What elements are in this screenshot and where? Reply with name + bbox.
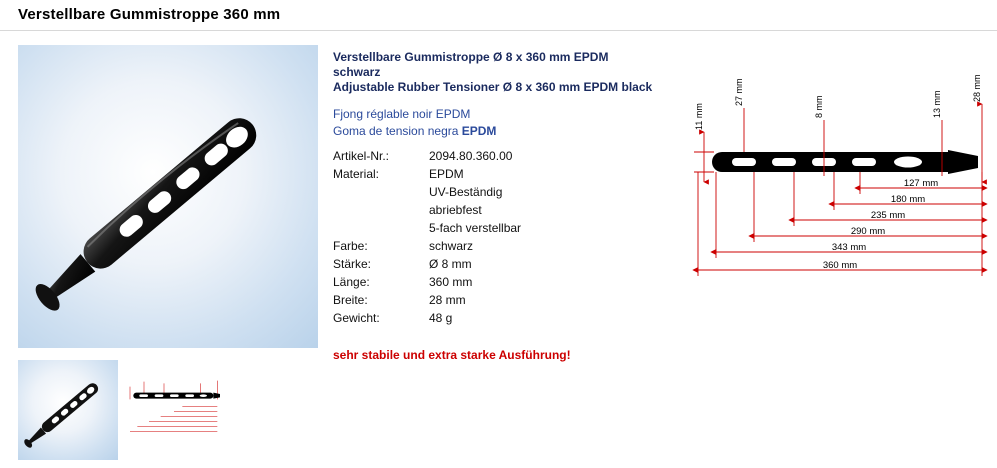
dim-235mm-label: 235 mm xyxy=(870,210,906,221)
spec-label: Material: xyxy=(333,167,380,181)
spec-value: EPDM xyxy=(429,167,464,181)
dim-180mm-label: 180 mm xyxy=(890,194,926,205)
product-thumbnail-drawing[interactable] xyxy=(124,360,224,460)
drawing-part-shape xyxy=(712,150,978,174)
dim-28mm-label: 28 mm xyxy=(972,74,982,102)
table-row xyxy=(333,257,521,275)
dim-343mm-label: 343 mm xyxy=(831,242,867,253)
table-row xyxy=(333,293,521,311)
table-row xyxy=(333,239,521,257)
heading-de-line1: Verstellbare Gummistroppe Ø 8 x 360 mm EPDM xyxy=(333,50,609,64)
spec-value: 48 g xyxy=(429,311,453,325)
dim-290mm-label: 290 mm xyxy=(850,226,886,237)
dim-360mm-label: 360 mm xyxy=(822,260,858,271)
technical-drawing xyxy=(690,74,990,310)
spec-label: Gewicht: xyxy=(333,311,380,325)
thumbnail-photo-illustration xyxy=(18,360,118,460)
spec-label: Breite: xyxy=(333,293,368,307)
dim-27mm-label: 27 mm xyxy=(734,78,744,106)
heading-en: Adjustable Rubber Tensioner Ø 8 x 360 mm EPDM black xyxy=(333,80,653,94)
dim-8mm-label: 8 mm xyxy=(814,95,824,118)
table-row xyxy=(333,167,521,185)
spec-value: abriebfest xyxy=(429,203,482,217)
heading-fr: Fjong réglable noir EPDM xyxy=(333,107,471,121)
product-photo-illustration xyxy=(18,45,318,348)
spec-value: 2094.80.360.00 xyxy=(429,149,513,163)
spec-value: UV-Beständig xyxy=(429,185,503,199)
spec-value: 28 mm xyxy=(429,293,466,307)
table-row xyxy=(333,203,521,221)
heading-es-text: Goma de tension negra xyxy=(333,124,462,138)
spec-table xyxy=(333,149,521,329)
spec-value: Ø 8 mm xyxy=(429,257,472,271)
page-title: Verstellbare Gummistroppe 360 mm xyxy=(18,6,281,23)
product-info xyxy=(333,50,693,329)
spec-value: 360 mm xyxy=(429,275,473,289)
table-row xyxy=(333,149,521,167)
table-row xyxy=(333,185,521,203)
table-row xyxy=(333,221,521,239)
spec-label: Artikel-Nr.: xyxy=(333,149,390,163)
dim-127mm-label: 127 mm xyxy=(903,178,939,189)
table-row xyxy=(333,311,521,329)
table-row xyxy=(333,275,521,293)
spec-label: Farbe: xyxy=(333,239,368,253)
spec-label xyxy=(333,203,429,221)
spec-value: 5-fach verstellbar xyxy=(429,221,522,235)
title-divider xyxy=(0,30,997,31)
highlight-note: sehr stabile und extra starke Ausführung! xyxy=(333,348,571,362)
heading-de-line2: schwarz xyxy=(333,65,381,79)
spec-label: Länge: xyxy=(333,275,370,289)
dim-11mm-label: 11 mm xyxy=(694,103,704,130)
heading-es xyxy=(333,123,693,140)
spec-label: Stärke: xyxy=(333,257,372,271)
spec-label xyxy=(333,221,429,239)
product-photo-main[interactable] xyxy=(18,45,318,348)
technical-drawing-svg xyxy=(690,74,990,310)
thumbnail-drawing-illustration xyxy=(124,360,224,460)
spec-value: schwarz xyxy=(429,239,474,253)
product-thumbnail-photo[interactable] xyxy=(18,360,118,460)
dim-13mm-label: 13 mm xyxy=(932,90,942,118)
heading-es-material: EPDM xyxy=(461,124,497,138)
spec-label xyxy=(333,185,429,203)
